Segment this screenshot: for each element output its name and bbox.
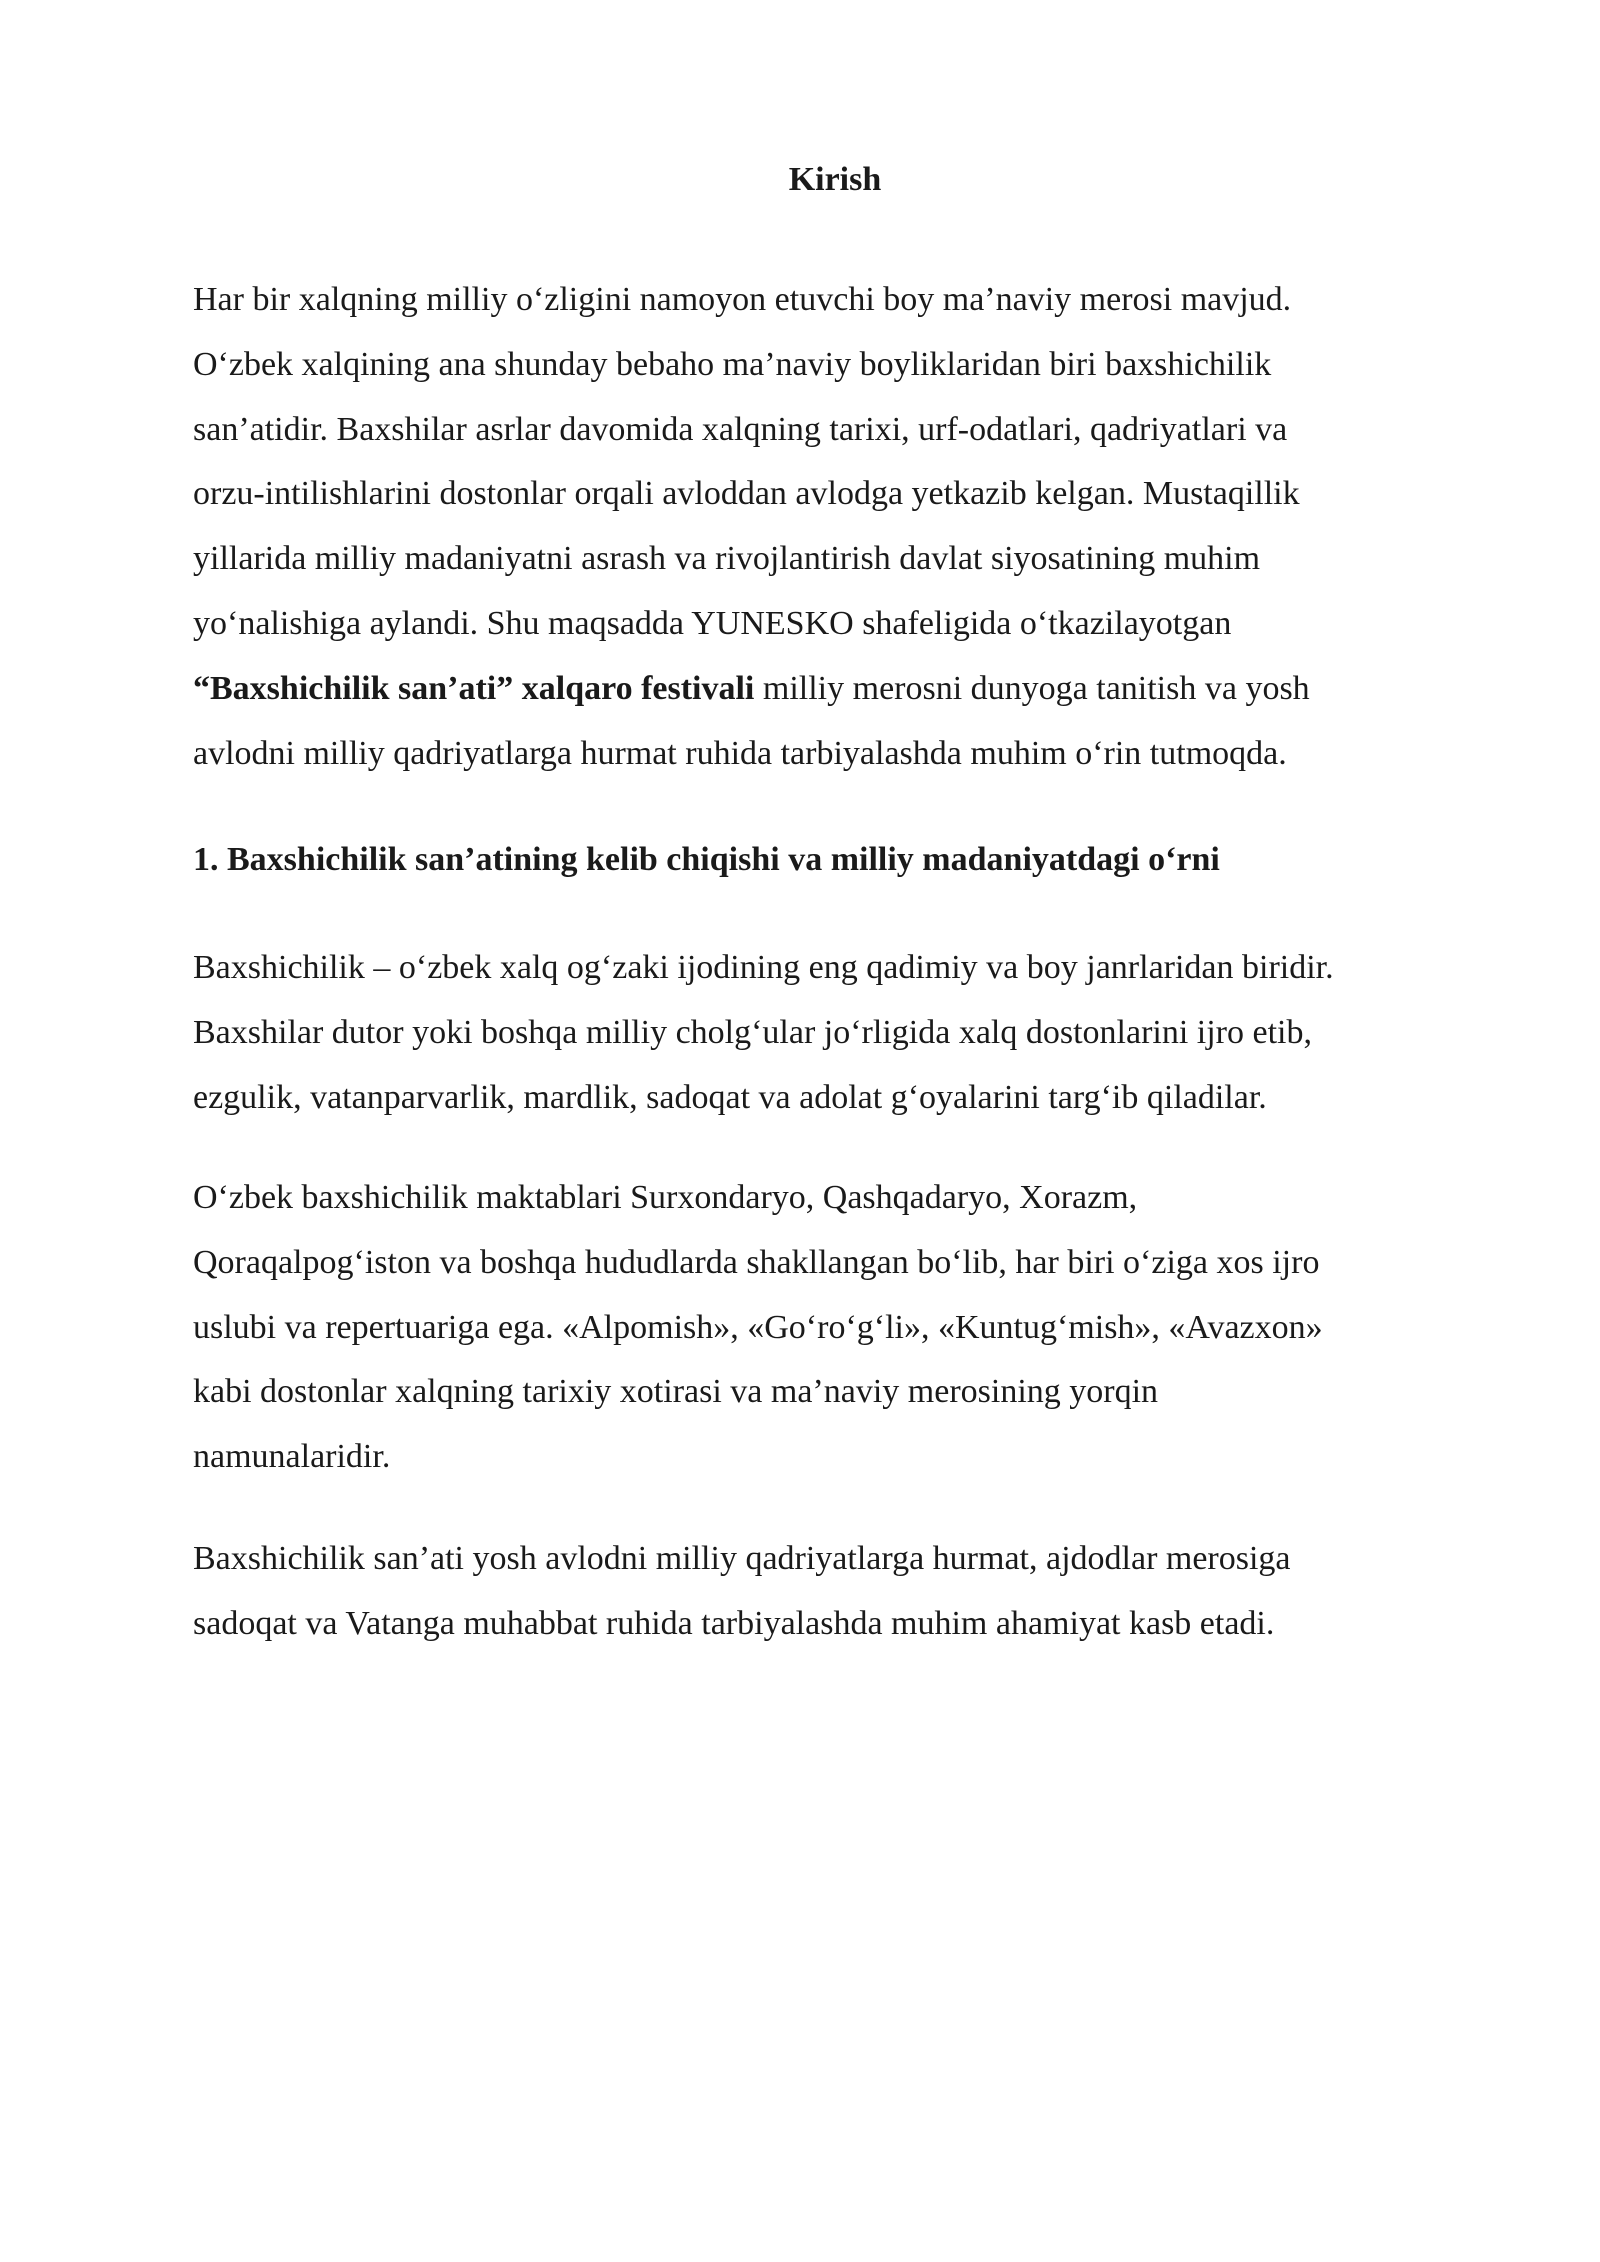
section-paragraph-3 [193,1527,1493,1657]
paragraph-line: avlodni milliy qadriyatlarga hurmat ruhida tarbiyalashda muhim o‘rin tutmoqda. [193,734,1287,772]
paragraph-line: O‘zbek xalqining ana shunday bebaho ma’naviy boyliklaridan biri baxshichilik [193,345,1272,383]
paragraph-line: yillarida milliy madaniyatni asrash va rivojlantirish davlat siyosatining muhim [193,540,1261,578]
paragraph-line: Baxshichilik san’ati yosh avlodni milliy qadriyatlarga hurmat, ajdodlar merosiga [193,1540,1291,1577]
paragraph-line: san’atidir. Baxshilar asrlar davomida xalqning tarixi, urf-odatlari, qadriyatlari va [193,410,1288,448]
paragraph-line: Qoraqalpog‘iston va boshqa hududlarda shakllangan bo‘lib, har biri o‘ziga xos ijro [193,1243,1320,1281]
paragraph-line: namunalaridir. [193,1438,391,1476]
paragraph-line-with-bold [193,657,1493,722]
paragraph-line: ezgulik, vatanparvarlik, mardlik, sadoqat va adolat g‘oyalarini targ‘ib qiladilar. [193,1078,1267,1116]
section-paragraph-2 [193,1166,1493,1490]
festival-name-bold: “Baxshichilik san’ati” xalqaro festivali [193,669,755,707]
paragraph-line: kabi dostonlar xalqning tarixiy xotirasi va ma’naviy merosining yorqin [193,1373,1159,1411]
paragraph-line: Baxshilar dutor yoki boshqa milliy cholg‘ular jo‘rligida xalq dostonlarini ijro etib, [193,1013,1312,1051]
paragraph-line: yo‘nalishiga aylandi. Shu maqsadda YUNESKO shafeligida o‘tkazilayotgan [193,604,1232,642]
section-heading: 1. Baxshichilik san’atining kelib chiqishi va milliy madaniyatdagi o‘rni [193,841,1220,878]
paragraph-line: orzu-intilishlarini dostonlar orqali avloddan avlodga yetkazib kelgan. Mustaqillik [193,475,1300,513]
paragraph-line: Har bir xalqning milliy o‘zligini namoyon etuvchi boy ma’naviy merosi mavjud. [193,281,1292,318]
page-title: Kirish [788,161,882,198]
paragraph-line: sadoqat va Vatanga muhabbat ruhida tarbiyalashda muhim ahamiyat kasb etadi. [193,1604,1275,1642]
section-paragraph-1 [193,936,1493,1130]
paragraph-line: O‘zbek baxshichilik maktablari Surxondaryo, Qashqadaryo, Xorazm, [193,1179,1138,1216]
paragraph-line-continuation: milliy merosni dunyoga tanitish va yosh [754,669,1310,707]
paragraph-line: uslubi va repertuariga ega. «Alpomish», «Go‘ro‘g‘li», «Kuntug‘mish», «Avazxon» [193,1308,1323,1346]
paragraph-line: Baxshichilik – o‘zbek xalq og‘zaki ijodining eng qadimiy va boy janrlaridan biridir. [193,949,1334,986]
intro-paragraph [193,268,1493,786]
